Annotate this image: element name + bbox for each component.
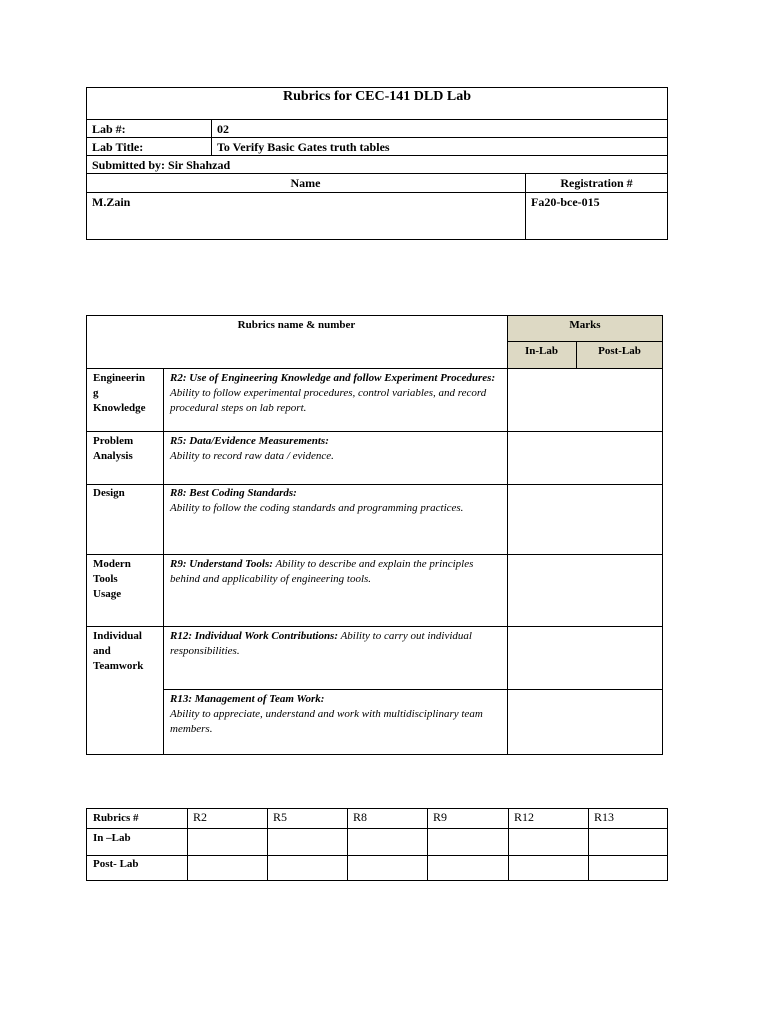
rubric-r12 bbox=[170, 629, 500, 659]
category-design: Design bbox=[93, 487, 125, 499]
rubric-r9-description: Ability to describe and explain the principles behind and applicability of engineering tools. bbox=[170, 558, 474, 585]
rubric-r12-title: R12: Individual Work Contributions: bbox=[170, 630, 339, 642]
rubric-r9-title: R9: Understand Tools: bbox=[170, 558, 273, 570]
summary-rubrics-label: Rubrics # bbox=[93, 812, 139, 824]
rubric-r5-title: R5: Data/Evidence Measurements: bbox=[170, 435, 329, 447]
rubric-r12-description: Ability to carry out individual responsibilities. bbox=[170, 630, 472, 657]
summary-post-lab-label: Post- Lab bbox=[93, 858, 139, 870]
post-lab-header: Post-Lab bbox=[598, 345, 641, 357]
rubric-r2-description: Ability to follow experimental procedures, control variables, and record procedural steps on lab report. bbox=[170, 387, 487, 414]
rubric-r13 bbox=[170, 692, 500, 737]
student-name: M.Zain bbox=[92, 195, 131, 209]
summary-col-r5: R5 bbox=[273, 810, 288, 824]
in-lab-header: In-Lab bbox=[524, 345, 559, 357]
rubric-r9 bbox=[170, 557, 500, 587]
rubric-r2 bbox=[170, 371, 500, 416]
category-engineering-knowledge: Engineerin g Knowledge bbox=[93, 372, 146, 414]
name-column-header: Name bbox=[290, 176, 321, 190]
summary-in-lab-label: In –Lab bbox=[93, 832, 131, 844]
lab-number-label: Lab #: bbox=[92, 122, 126, 136]
rubric-r13-description: Ability to appreciate, understand and work with multidisciplinary team members. bbox=[170, 708, 483, 735]
summary-col-r8: R8 bbox=[353, 810, 368, 824]
category-modern-tools-usage: Modern Tools Usage bbox=[93, 558, 131, 600]
rubric-r2-title: R2: Use of Engineering Knowledge and follow Experiment Procedures: bbox=[170, 372, 496, 384]
page-title: Rubrics for CEC-141 DLD Lab bbox=[283, 89, 471, 104]
marks-header: Marks bbox=[569, 319, 601, 331]
rubric-r5 bbox=[170, 434, 500, 464]
lab-title-label: Lab Title: bbox=[92, 140, 144, 154]
rubric-r13-title: R13: Management of Team Work: bbox=[170, 693, 325, 705]
summary-col-r13: R13 bbox=[594, 810, 615, 824]
rubrics-name-header: Rubrics name & number bbox=[237, 319, 356, 331]
category-problem-analysis: Problem Analysis bbox=[93, 435, 134, 462]
rubric-r5-description: Ability to record raw data / evidence. bbox=[170, 450, 334, 462]
lab-title-value: To Verify Basic Gates truth tables bbox=[217, 140, 390, 154]
rubric-r8 bbox=[170, 486, 500, 516]
category-individual-and-teamwork: Individual and Teamwork bbox=[93, 630, 144, 672]
submitted-by: Submitted by: Sir Shahzad bbox=[92, 158, 231, 172]
summary-col-r12: R12 bbox=[514, 810, 535, 824]
lab-number-value: 02 bbox=[217, 122, 229, 136]
rubric-r8-title: R8: Best Coding Standards: bbox=[170, 487, 297, 499]
rubric-r8-description: Ability to follow the coding standards and programming practices. bbox=[170, 502, 464, 514]
registration-number: Fa20-bce-015 bbox=[531, 195, 600, 209]
summary-col-r9: R9 bbox=[433, 810, 448, 824]
summary-col-r2: R2 bbox=[193, 810, 208, 824]
registration-column-header: Registration # bbox=[560, 176, 633, 190]
